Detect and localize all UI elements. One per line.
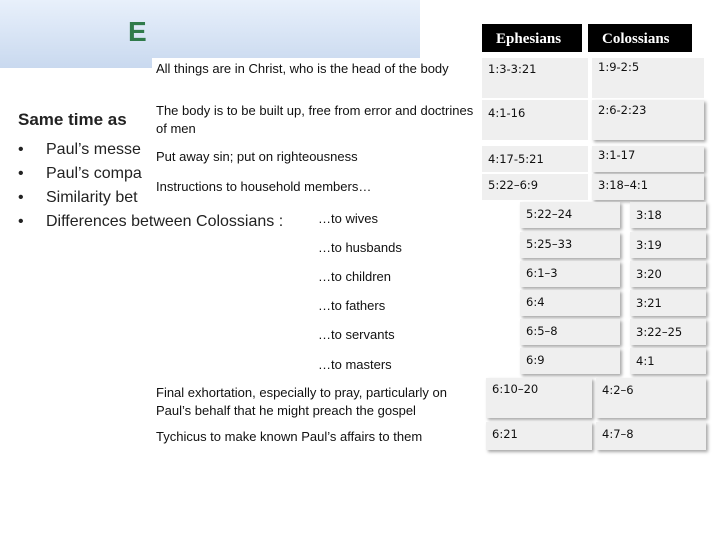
row-description: Tychicus to make known Paul’s affairs to them: [152, 426, 482, 448]
ephesians-reference: 4:1-16: [482, 100, 588, 140]
header-colossians: Colossians: [588, 24, 692, 52]
bullet-item: • Similarity bet: [18, 186, 283, 210]
ephesians-reference: 6:5–8: [520, 319, 620, 345]
bullet-item: • Differences between Colossians :: [18, 210, 283, 234]
row-description: …to husbands: [314, 234, 482, 258]
colossians-reference: 1:9-2:5: [592, 58, 704, 98]
row-description: Final exhortation, especially to pray, particularly on Paul’s behalf that he might preach the gospel: [152, 382, 482, 420]
ephesians-reference: 6:21: [486, 422, 592, 450]
ephesians-reference: 5:22–24: [520, 202, 620, 228]
colossians-reference: 3:18: [630, 202, 706, 228]
colossians-reference: 3:18–4:1: [592, 174, 704, 200]
colossians-reference: 4:2–6: [596, 378, 706, 418]
row-description: …to children: [314, 263, 482, 287]
ephesians-reference: 6:1–3: [520, 261, 620, 287]
bullet-item: • Paul’s messe: [18, 138, 283, 162]
colossians-reference: 3:19: [630, 232, 706, 258]
row-description: …to fathers: [314, 292, 482, 316]
ephesians-reference: 1:3-3:21: [482, 58, 588, 98]
row-description: Instructions to household members…: [152, 176, 482, 198]
ephesians-reference: 6:4: [520, 290, 620, 316]
bullet-item: • Paul’s compa: [18, 162, 283, 186]
colossians-reference: 3:20: [630, 261, 706, 287]
ephesians-reference: 6:9: [520, 348, 620, 374]
row-description: …to masters: [314, 351, 482, 375]
slide-subheading: Same time as: [18, 110, 127, 129]
slide-title: E: [128, 16, 147, 47]
ephesians-reference: 4:17-5:21: [482, 146, 588, 172]
colossians-reference: 4:1: [630, 348, 706, 374]
row-description: …to servants: [314, 321, 482, 345]
colossians-reference: 4:7–8: [596, 422, 706, 450]
row-description: The body is to be built up, free from error and doctrines of men: [152, 100, 482, 140]
colossians-reference: 3:21: [630, 290, 706, 316]
row-description: All things are in Christ, who is the head of the body: [152, 58, 482, 98]
colossians-reference: 3:1-17: [592, 146, 704, 172]
ephesians-reference: 5:25–33: [520, 232, 620, 258]
ephesians-reference: 5:22–6:9: [482, 174, 588, 200]
colossians-reference: 2:6-2:23: [592, 100, 704, 140]
colossians-reference: 3:22–25: [630, 319, 706, 345]
ephesians-reference: 6:10–20: [486, 378, 592, 418]
row-description: Put away sin; put on righteousness: [152, 146, 482, 170]
row-description: …to wives: [314, 206, 482, 230]
header-ephesians: Ephesians: [482, 24, 582, 52]
